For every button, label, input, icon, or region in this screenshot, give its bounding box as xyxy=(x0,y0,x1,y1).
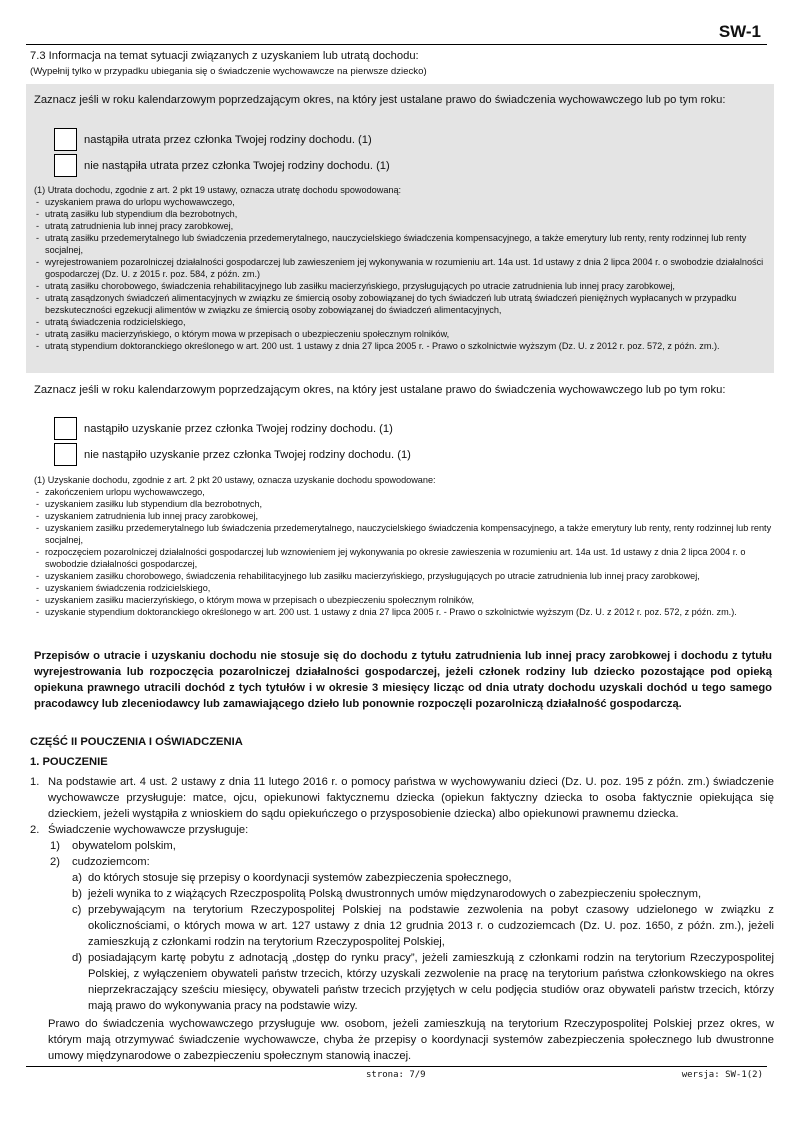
loss-item: - utratą zasądzonych świadczeń alimentacyjnych w związku ze śmiercią osoby zobowiązanej do tych świadczeń lub utratą świadczeń pieniężnych wypłacanych w przypadku bezskuteczności egzekucji alimentów w związku ze śmiercią osoby zobowiązanej do świadczeń alimentacyjnych, xyxy=(34,292,774,316)
sub-item-number: 1) xyxy=(50,840,60,852)
loss-option-no[interactable] xyxy=(54,154,390,177)
pouczenie-item-2 xyxy=(30,822,774,838)
loss-item: - utratą stypendium doktoranckiego określonego w art. 200 ust. 1 ustawy z dnia 27 lipca 2005 r. - Prawo o szkolnictwie wyższym (Dz. U. z 2012 r. poz. 572, z późn. zm.). xyxy=(34,340,774,352)
section-title: 7.3 Informacja na temat sytuacji związanych z uzyskaniem lub utratą dochodu: xyxy=(30,50,419,62)
gain-yes-checkbox[interactable] xyxy=(54,417,77,440)
letter-item-text: jeżeli wynika to z wiążących Rzeczpospolitą Polską dwustronnych umów międzynarodowych o zabezpieczeniu społecznym, xyxy=(88,888,702,900)
loss-item: - utratą zasiłku lub stypendium dla bezrobotnych, xyxy=(34,208,774,220)
page-number: strona: 7/9 xyxy=(366,1070,426,1080)
letter-item-text: posiadającym kartę pobytu z adnotacją „dostęp do rynku pracy”, jeżeli zamieszkują z członkami rodzin na terytorium Rzeczypospolitej Polskiej, z wyłączeniem obywateli państw trzecich, którzy uzyskali zezwolenie na pracę na terytorium państwa członkowskiego na okres nieprzekraczający sześciu miesięcy, obywateli państw trzecich przyjętych w celu podjęcia studiów oraz obywateli państw trzecich, którzy mają prawo do wykonywania pracy na podstawie wizy. xyxy=(88,952,774,1012)
part-ii-title: CZĘŚĆ II POUCZENIA I OŚWIADCZENIA xyxy=(30,736,243,748)
gain-option-yes[interactable] xyxy=(54,417,393,440)
gain-no-label: nie nastąpiło uzyskanie przez członka Twojej rodziny dochodu. (1) xyxy=(84,448,411,461)
loss-item: - wyrejestrowaniem pozarolniczej działalności gospodarczej lub zawieszeniem jej wykonywania w rozumieniu art. 14a ust. 1d ustawy z dnia 2 lipca 2004 r. o swobodzie działalności gospodarczej (Dz. U. z 2015 r. poz. 584, z późn. zm.) xyxy=(34,256,774,280)
loss-lead-text: Zaznacz jeśli w roku kalendarzowym poprzedzającym okres, na który jest ustalane prawo do świadczenia wychowawczego lub po tym roku: xyxy=(34,94,726,106)
form-version: wersja: SW-1(2) xyxy=(681,1070,763,1080)
loss-no-checkbox[interactable] xyxy=(54,154,77,177)
letter-item-number: b) xyxy=(72,888,82,900)
gain-footnote-title: (1) Uzyskanie dochodu, zgodnie z art. 2 pkt 20 ustawy, oznacza uzyskanie dochodu spowodowane: xyxy=(34,475,436,485)
letter-item-c xyxy=(72,902,774,950)
sub-item-1 xyxy=(50,838,774,854)
loss-yes-label: nastąpiła utrata przez członka Twojej rodziny dochodu. (1) xyxy=(84,133,372,146)
gain-item: - uzyskaniem zasiłku chorobowego, świadczenia rehabilitacyjnego lub zasiłku macierzyńskiego, przysługujących po utracie zatrudnienia lub innej pracy zarobkowej, xyxy=(34,570,774,582)
loss-option-yes[interactable] xyxy=(54,128,372,151)
gain-item: - uzyskaniem zasiłku przedemerytalnego lub świadczenia przedemerytalnego, nauczycielskiego świadczenia kompensacyjnego, a także emerytury lub renty, renty rodzinnej lub renty socjalnej, xyxy=(34,522,774,546)
gain-option-no[interactable] xyxy=(54,443,411,466)
loss-item: - utratą zasiłku chorobowego, świadczenia rehabilitacyjnego lub zasiłku macierzyńskiego, przysługujących po utracie zatrudnienia lub innej pracy zarobkowej, xyxy=(34,280,774,292)
gain-item: - uzyskaniem zatrudnienia lub innej pracy zarobkowej, xyxy=(34,510,774,522)
gain-lead-text: Zaznacz jeśli w roku kalendarzowym poprzedzającym okres, na który jest ustalane prawo do świadczenia wychowawczego lub po tym roku: xyxy=(34,384,726,396)
gain-yes-label: nastąpiło uzyskanie przez członka Twojej rodziny dochodu. (1) xyxy=(84,422,393,435)
sub-item-text: cudzoziemcom: xyxy=(72,856,150,868)
loss-item: - utratą zatrudnienia lub innej pracy zarobkowej, xyxy=(34,220,774,232)
income-exclusion-note: Przepisów o utracie i uzyskaniu dochodu nie stosuje się do dochodu z tytułu zatrudnienia lub innej pracy zarobkowej i dochodu z tytułu wyrejestrowania lub rozpoczęcia pozarolniczej działalności gospodarczej, jeżeli członek rodziny lub dziecko pozostające pod opieką opiekuna prawnego utracili dochód z tych tytułów i w okresie 3 miesięcy licząc od dnia utraty dochodu uzyskali dochód u tego samego pracodawcy lub zleceniodawcy lub zamawiającego dzieło lub ponownie rozpoczęli pozarolniczą działalność gospodarczą. xyxy=(34,650,772,710)
closing-paragraph: Prawo do świadczenia wychowawczego przysługuje ww. osobom, jeżeli zamieszkują na terytorium Rzeczypospolitej Polskiej przez okres, w którym mają otrzymywać świadczenie wychowawcze, chyba że przepisy o koordynacji systemów zabezpieczenia społecznego lub dwustronne umowy międzynarodowe o zabezpieczeniu społecznym stanowią inaczej. xyxy=(48,1018,774,1062)
item-number: 2. xyxy=(30,824,40,836)
pouczenie-item-1 xyxy=(30,774,774,822)
loss-yes-checkbox[interactable] xyxy=(54,128,77,151)
gain-item: - uzyskaniem świadczenia rodzicielskiego, xyxy=(34,582,774,594)
form-code: SW-1 xyxy=(718,22,761,41)
item-text: Świadczenie wychowawcze przysługuje: xyxy=(48,824,249,836)
sub-item-text: obywatelom polskim, xyxy=(72,840,176,852)
loss-item: - utratą zasiłku macierzyńskiego, o którym mowa w przepisach o ubezpieczeniu społecznym rolników, xyxy=(34,328,774,340)
bottom-rule xyxy=(26,1066,767,1067)
gain-item: - zakończeniem urlopu wychowawczego, xyxy=(34,486,774,498)
item-number: 1. xyxy=(30,776,40,788)
section-note: (Wypełnij tylko w przypadku ubiegania się o świadczenie wychowawcze na pierwsze dziecko) xyxy=(30,66,427,77)
letter-item-number: d) xyxy=(72,952,82,964)
gain-footnote xyxy=(34,474,774,618)
letter-item-a xyxy=(72,870,774,886)
loss-footnote-title: (1) Utrata dochodu, zgodnie z art. 2 pkt 19 ustawy, oznacza utratę dochodu spowodowaną: xyxy=(34,185,402,195)
letter-item-number: c) xyxy=(72,904,82,916)
sub-item-number: 2) xyxy=(50,856,60,868)
gain-item: - rozpoczęciem pozarolniczej działalności gospodarczej lub wznowieniem jej wykonywania po okresie zawieszenia w rozumieniu art. 14a ust. 1d ustawy z dnia 2 lipca 2004 r. o swobodzie działalności gospodarczej, xyxy=(34,546,774,570)
loss-item: - uzyskaniem prawa do urlopu wychowawczego, xyxy=(34,196,774,208)
loss-footnote xyxy=(34,184,774,352)
letter-item-b xyxy=(72,886,774,902)
top-rule xyxy=(26,44,767,45)
item-text: Na podstawie art. 4 ust. 2 ustawy z dnia 11 lutego 2016 r. o pomocy państwa w wychowywaniu dzieci (Dz. U. poz. 195 z późn. zm.) świadczenie wychowawcze przysługuje: matce, ojcu, opiekunowi faktycznemu dziecka (opiekun faktyczny dziecka to osoba faktycznie opiekująca się dzieckiem, jeżeli wystąpiła z wnioskiem do sądu opiekuńczego o przysposobienie dziecka) albo opiekunowi prawnemu dziecka. xyxy=(48,776,774,820)
loss-no-label: nie nastąpiła utrata przez członka Twojej rodziny dochodu. (1) xyxy=(84,159,390,172)
sub-item-2 xyxy=(50,854,774,870)
gain-item: - uzyskaniem zasiłku macierzyńskiego, o którym mowa w przepisach o ubezpieczeniu społecznym rolników, xyxy=(34,594,774,606)
letter-item-number: a) xyxy=(72,872,82,884)
gain-no-checkbox[interactable] xyxy=(54,443,77,466)
gain-item: - uzyskaniem zasiłku lub stypendium dla bezrobotnych, xyxy=(34,498,774,510)
loss-item: - utratą zasiłku przedemerytalnego lub świadczenia przedemerytalnego, nauczycielskiego świadczenia kompensacyjnego, a także emerytury lub renty, renty rodzinnej lub renty socjalnej, xyxy=(34,232,774,256)
letter-item-text: przebywającym na terytorium Rzeczypospolitej Polskiej na podstawie zezwolenia na pobyt czasowy udzielonego w związku z okolicznościami, o których mowa w art. 127 ustawy z dnia 12 grudnia 2013 r. o cudzoziemcach (Dz. U. poz. 1650, z późn. zm.), jeżeli zamieszkują z członkami rodzin na terytorium Rzeczypospolitej Polskiej, xyxy=(88,904,774,948)
pouczenie-list xyxy=(30,774,774,1064)
pouczenie-title: 1. POUCZENIE xyxy=(30,756,108,768)
letter-item-text: do których stosuje się przepisy o koordynacji systemów zabezpieczenia społecznego, xyxy=(88,872,512,884)
letter-item-d xyxy=(72,950,774,1014)
gain-item: - uzyskanie stypendium doktoranckiego określonego w art. 200 ust. 1 ustawy z dnia 27 lipca 2005 r. - Prawo o szkolnictwie wyższym (Dz. U. z 2012 r. poz. 572, z późn. zm.). xyxy=(34,606,774,618)
loss-item: - utratą świadczenia rodzicielskiego, xyxy=(34,316,774,328)
